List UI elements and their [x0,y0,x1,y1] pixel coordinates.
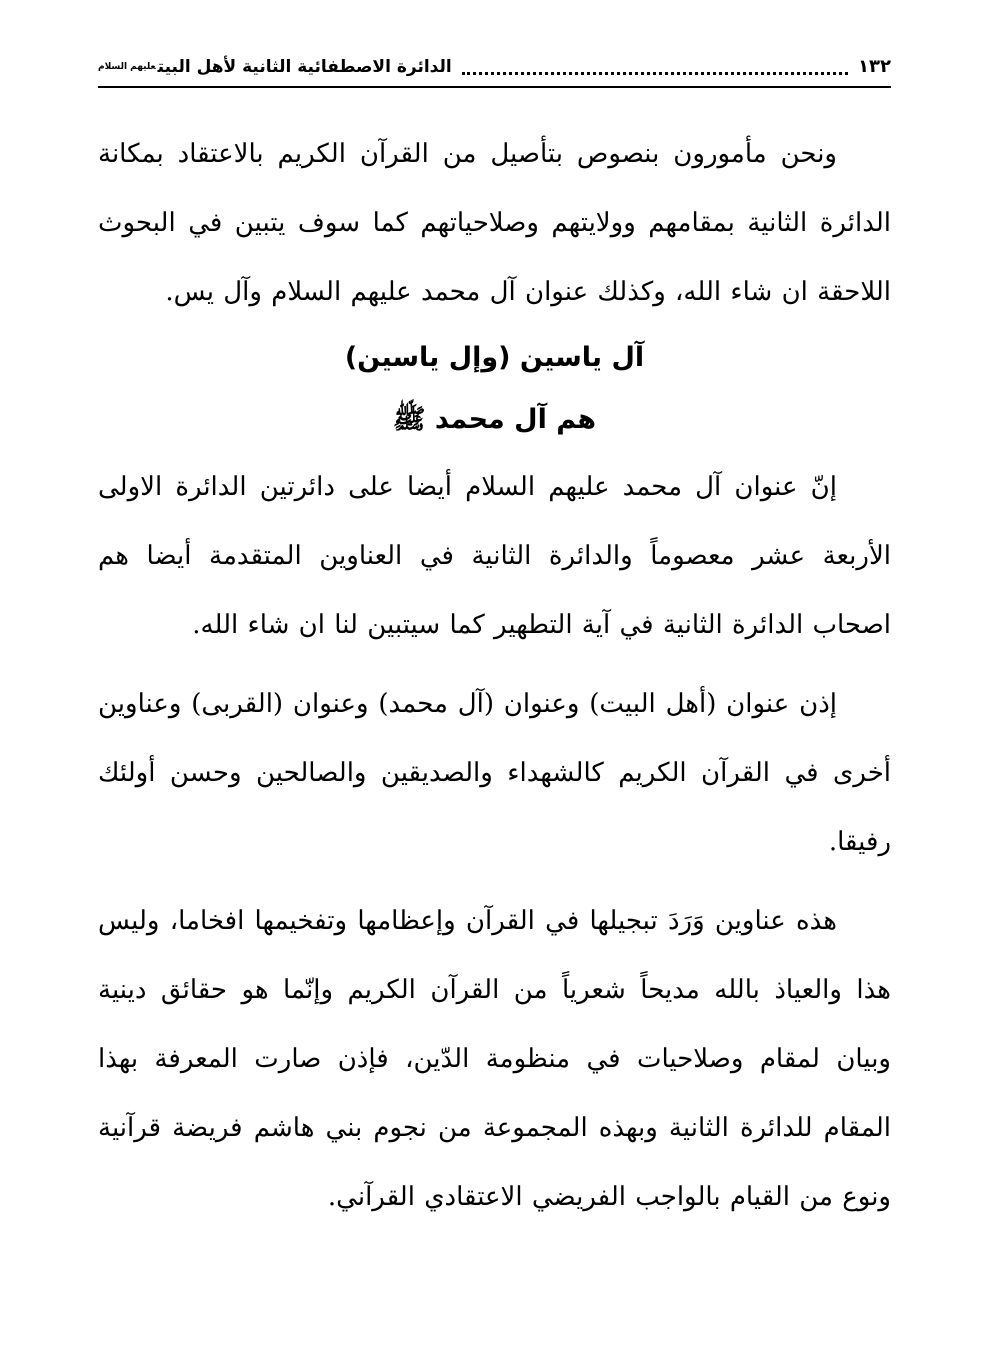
leader-dots [462,70,848,75]
honorific-glyph: عليهم السلام [98,62,156,72]
running-title-text: الدائرة الاصطفائية الثانية لأهل البيت [157,57,452,77]
page-number: ١٣٢ [858,56,891,77]
paragraph-2: إنّ عنوان آل محمد عليهم السلام أيضا على دائرتين الدائرة الاولى الأربعة عشر معصوماً والدائرة الثانية في العناوين المتقدمة أيضا هم اصحاب الدائرة الثانية في آية التطهير كما سيتبين لنا ان شاء الله. [98,472,891,640]
paragraph-1: ونحن مأمورون بنصوص بتأصيل من القرآن الكريم بالاعتقاد بمكانة الدائرة الثانية بمقامهم وولايتهم وصلاحياتهم كما سوف يتبين في البحوث اللاحقة ان شاء الله، وكذلك عنوان آل محمد عليهم السلام وآل يس. [98,139,891,307]
running-title [98,52,452,82]
paragraph-4: هذه عناوين وَرَدَ تبجيلها في القرآن وإعظامها وتفخيمها افخاما، وليس هذا والعياذ بالله مديحاً شعرياً من القرآن الكريم وإنّما هو حقائق دينية وبيان لمقام وصلاحيات في منظومة الدّين، فإذن صارت المعرفة بهذا المقام للدائرة الثانية وبهذه المجموعة من نجوم بني هاشم فريضة قرآنية ونوع من القيام بالواجب الفريضي الاعتقادي القرآني. [98,906,891,1212]
body-text [98,120,891,1232]
header-rule [98,86,891,88]
paragraph-3: إذن عنوان (أهل البيت) وعنوان (آل محمد) وعنوان (القربى) وعناوين أخرى في القرآن الكريم كالشهداء والصديقين والصالحين وحسن أولئك رفيقا. [98,689,891,857]
section-heading-1: آل ياسين (وإل ياسين) [344,342,645,373]
section-heading-2: هم آل محمد ﷺ [392,404,597,435]
running-head [98,52,891,82]
